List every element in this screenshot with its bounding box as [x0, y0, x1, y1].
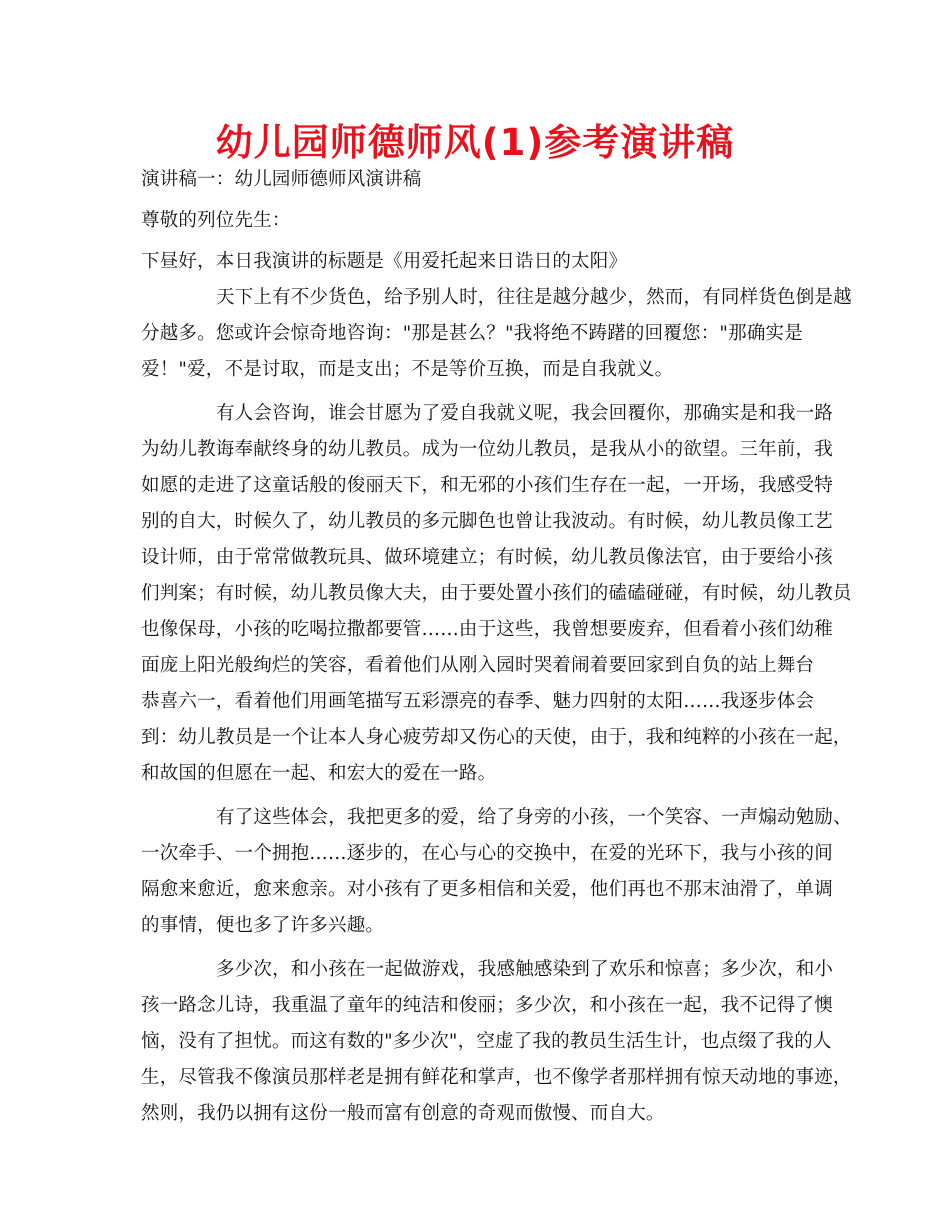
text-line: 恭喜六一，看着他们用画笔描写五彩漂亮的春季、魅力四射的太阳……我逐步体会 — [141, 691, 815, 712]
paragraph-start-line: 多少次，和小孩在一起做游戏，我感触感染到了欢乐和惊喜；多少次，和小 — [216, 959, 834, 980]
text-line: 演讲稿一：幼儿园师德师风演讲稿 — [141, 169, 422, 190]
text-line: 隔愈来愈近，愈来愈亲。对小孩有了更多相信和关爱，他们再也不那末油滑了，单调 — [141, 879, 833, 900]
text-line: 爱！"爱，不是讨取，而是支出；不是等价互换，而是自我就义。 — [141, 359, 674, 380]
text-line: 的事情，便也多了许多兴趣。 — [141, 915, 385, 936]
text-line: 设计师，由于常常做教玩具、做环境建立；有时候，幼儿教员像法官，由于要给小孩 — [141, 547, 833, 568]
text-line: 一次牵手、一个拥抱……逐步的，在心与心的交换中，在爱的光环下，我与小孩的间 — [141, 843, 833, 864]
paragraph-start-line: 有了这些体会，我把更多的爱，给了身旁的小孩，一个笑容、一声煽动勉励、 — [216, 807, 852, 828]
text-line: 孩一路念儿诗，我重温了童年的纯洁和俊丽；多少次，和小孩在一起，我不记得了懊 — [141, 995, 833, 1016]
text-line: 到：幼儿教员是一个让本人身心疲劳却又伤心的天使，由于，我和纯粹的小孩在一起， — [141, 727, 852, 748]
text-line: 别的自大，时候久了，幼儿教员的多元脚色也曾让我波动。有时候，幼儿教员像工艺 — [141, 511, 833, 532]
paragraph-start-line: 有人会咨询，谁会甘愿为了爱自我就义呢，我会回覆你，那确实是和我一路 — [216, 403, 834, 424]
text-line: 和故国的但愿在一起、和宏大的爱在一路。 — [141, 763, 497, 784]
text-line: 生，尽管我不像演员那样老是拥有鲜花和掌声，也不像学者那样拥有惊天动地的事迹， — [141, 1067, 852, 1088]
text-line: 下昼好，本日我演讲的标题是《用爱托起来日诰日的太阳》 — [141, 251, 628, 272]
text-line: 然则，我仍以拥有这份一般而富有创意的奇观而傲慢、而自大。 — [141, 1103, 665, 1124]
text-line: 尊敬的列位先生： — [141, 210, 291, 231]
text-line: 恼，没有了担忧。而这有数的"多少次"，空虚了我的教员生活生计，也点缀了我的人 — [141, 1031, 832, 1052]
text-line: 如愿的走进了这童话般的俊丽天下，和无邪的小孩们生存在一起，一开场，我感受特 — [141, 475, 833, 496]
text-line: 分越多。您或许会惊奇地咨询："那是甚么？"我将绝不踌躇的回覆您："那确实是 — [141, 323, 803, 344]
paragraph-start-line: 天下上有不少货色，给予别人时，往往是越分越少，然而，有同样货色倒是越 — [216, 287, 852, 308]
document-body — [141, 162, 852, 1132]
text-line: 面庞上阳光般绚烂的笑容，看着他们从刚入园时哭着闹着要回家到自负的站上舞台 — [141, 655, 815, 676]
document-title: 幼儿园师德师风(1)参考演讲稿 — [215, 121, 735, 164]
text-line: 们判案；有时候，幼儿教员像大夫，由于要处置小孩们的磕磕碰碰，有时候，幼儿教员 — [141, 583, 852, 604]
text-line: 也像保母，小孩的吃喝拉撒都要管……由于这些，我曾想要废弃，但看着小孩们幼稚 — [141, 619, 833, 640]
text-line: 为幼儿教诲奉献终身的幼儿教员。成为一位幼儿教员，是我从小的欲望。三年前，我 — [141, 439, 833, 460]
